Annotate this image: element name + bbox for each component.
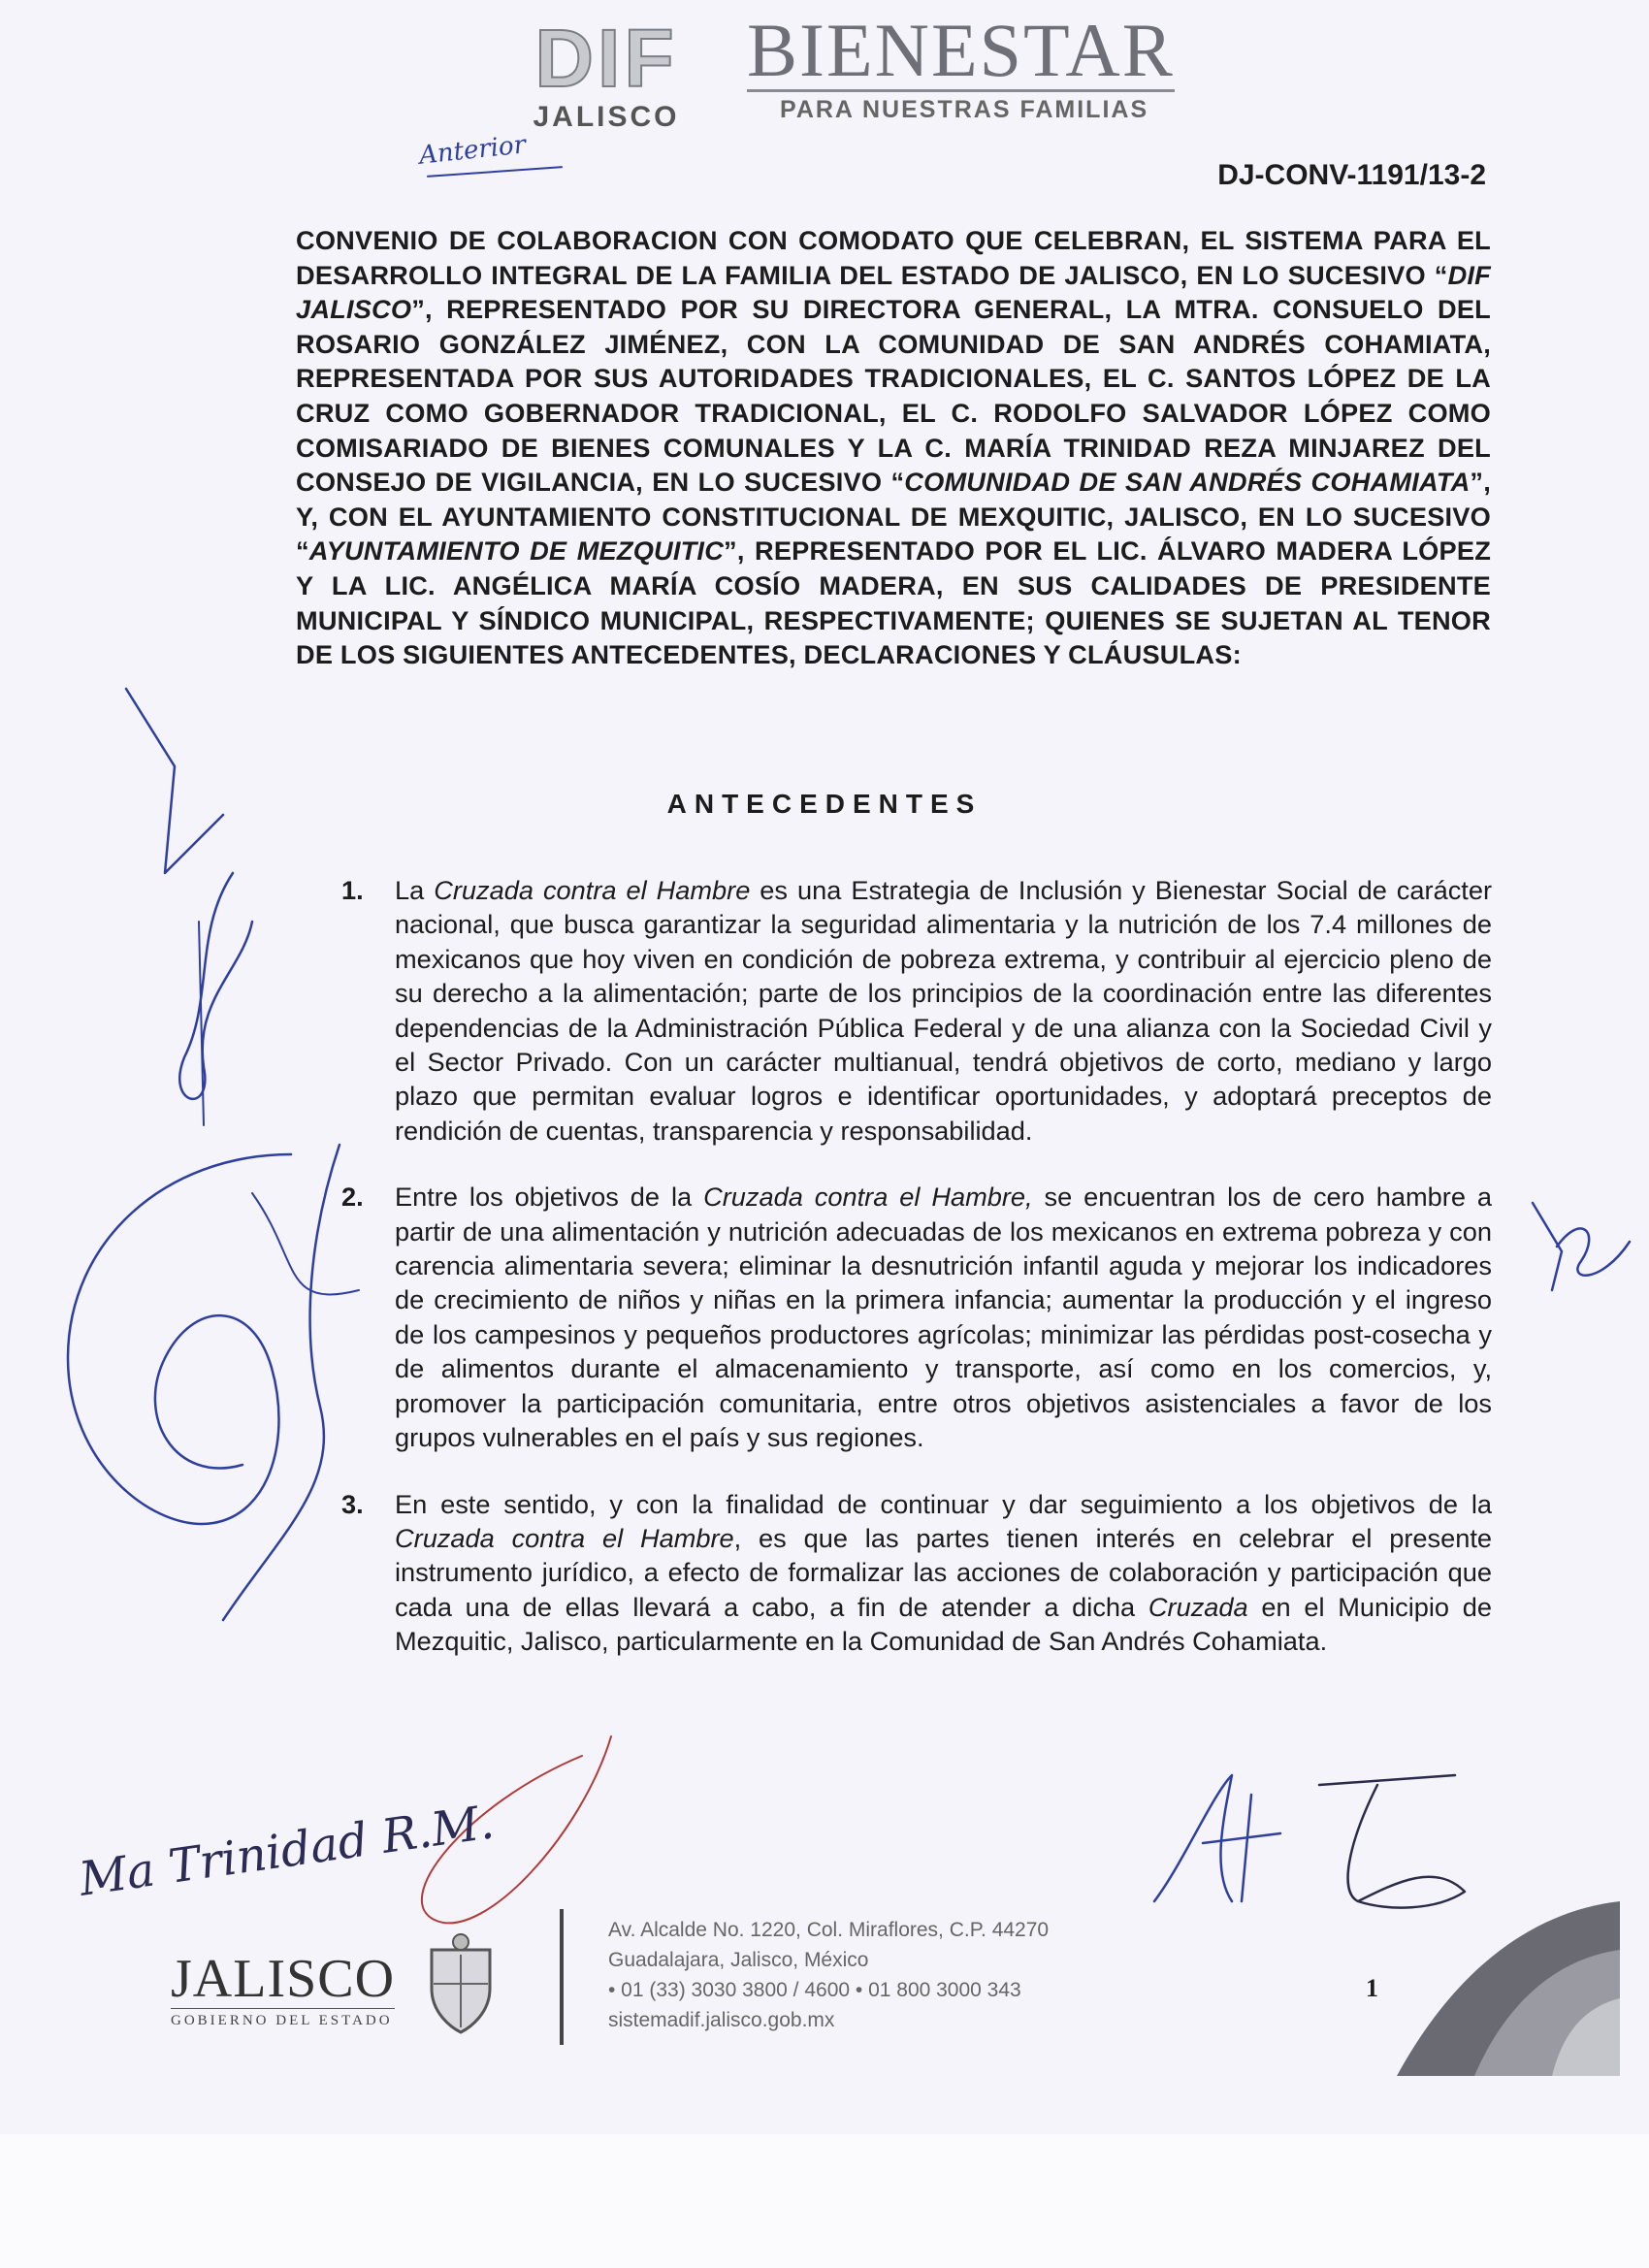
list-item (341, 1180, 1492, 1454)
address-line: Guadalajara, Jalisco, México (608, 1949, 869, 1971)
coat-of-arms-icon (412, 1930, 509, 2037)
item-text: se encuentran los de cero hambre a partir de una alimentación y nutrición adecuadas de los mexicanos en extrema pobreza y con carencia alimentaria severa; eliminar la desnutrición infantil aguda y mejorar los indicadores de crecimiento de niños y niñas en la primera infancia; aumentar la producción y el ingreso de los campesinos y pequeños productores agrícolas; minimizar las pérdidas post-cosecha y de alimentos durante el almacenamiento y transporte, así como en los comercios, y, promover la participación comunitaria, entre otros objetivos asistenciales a favor de los grupos vulnerables en el país y sus regiones. (395, 1182, 1492, 1453)
handwritten-signature-text: Ma Trinidad R.M. (76, 1795, 498, 1907)
item-text: La (395, 875, 435, 905)
jalisco-government-logo (171, 1950, 395, 2029)
scan-margin (0, 2134, 1649, 2268)
item-emphasis: Cruzada contra el Hambre, (703, 1182, 1033, 1213)
address-line: sistemadif.jalisco.gob.mx (608, 2009, 835, 2031)
intro-emphasis-1: DIF JALISCO (296, 259, 1491, 325)
footer-address (608, 1915, 1049, 2035)
item-text: es una Estrategia de Inclusión y Bienestar Social de carácter nacional, que busca garantizar la seguridad alimentaria y la nutrición de los 7.4 millones de mexicanos que hoy viven en condición de pobreza extrema, y contribuir al ejercicio pleno de su derecho a la alimentación; parte de los principios de la coordinación entre las diferentes dependencias de la Administración Pública Federal y de una alianza con la Sociedad Civil y el Sector Privado. Con un carácter multianual, tendrá objetivos de corto, mediano y largo plazo que permitan evaluar logros e identificar oportunidades, y adoptará preceptos de rendición de cuentas, transparencia y responsabilidad. (395, 875, 1493, 1146)
intro-emphasis-2: COMUNIDAD DE SAN ANDRÉS COHAMIATA (904, 467, 1471, 498)
bienestar-title: BIENESTAR (747, 8, 1175, 92)
intro-emphasis-3: AYUNTAMIENTO DE MEZQUITIC (308, 535, 725, 567)
item-text: en el Municipio de Mezquitic, Jalisco, particularmente en la Comunidad de San Andrés Cohamiata. (395, 1591, 1492, 1657)
list-item (341, 1487, 1492, 1659)
address-line: • 01 (33) 3030 3800 / 4600 • 01 800 3000 343 (608, 1979, 1021, 2001)
antecedentes-list (341, 873, 1492, 1691)
item-number: 3. (341, 1488, 364, 1519)
signature-right-initials (1523, 1193, 1639, 1300)
handwritten-note: Anterior (417, 130, 528, 171)
item-number: 1. (341, 875, 364, 905)
item-emphasis: Cruzada (1148, 1591, 1248, 1622)
bienestar-logo (747, 8, 1212, 124)
intro-text-3: ”, Y, CON EL AYUNTAMIENTO CONSTITUCIONAL DE MEXQUITIC, JALISCO, EN LO SUCESIVO “ (296, 467, 1491, 567)
document-code: DJ-CONV-1191/13-2 (1217, 159, 1486, 191)
list-item (341, 873, 1492, 1148)
intro-text-2: ”, REPRESENTADO POR SU DIRECTORA GENERAL, LA MTRA. CONSUELO DEL ROSARIO GONZÁLEZ JIMÉNEZ, CON LA COMUNIDAD DE SAN ANDRÉS COHAMIATA, REPRESENTADA POR SUS AUTORIDADES TRADICIONALES, EL C. SANTOS LÓPEZ DE LA CRUZ COMO GOBERNADOR TRADICIONAL, EL C. RODOLFO SALVADOR LÓPEZ COMO COMISARIADO DE BIENES COMUNALES Y LA C. MARÍA TRINIDAD REZA MINJAREZ DEL CONSEJO DE VIGILANCIA, EN LO SUCESIVO “ (296, 294, 1491, 498)
item-text: , es que las partes tienen interés en celebrar el presente instrumento jurídico, a efecto de formalizar las acciones de colaboración y participación que cada una de ellas llevará a cabo, a fin de atender a dicha (395, 1522, 1492, 1622)
address-line: Av. Alcalde No. 1220, Col. Miraflores, C.P. 44270 (608, 1919, 1050, 1941)
item-emphasis: Cruzada contra el Hambre (395, 1522, 734, 1553)
jalisco-logo-title: JALISCO (171, 1949, 396, 2009)
footer-divider (560, 1909, 564, 2045)
item-text: En este sentido, y con la finalidad de continuar y dar seguimiento a los objetivos de la (395, 1488, 1492, 1519)
signature-left-tall (107, 679, 272, 1145)
signature-large-loop (48, 1116, 398, 1659)
handwritten-underline (427, 166, 563, 178)
section-title: ANTECEDENTES (666, 789, 983, 819)
jalisco-logo-subtitle: GOBIERNO DEL ESTADO (171, 2008, 395, 2029)
intro-text-1: CONVENIO DE COLABORACION CON COMODATO QUE CELEBRAN, EL SISTEMA PARA EL DESARROLLO INTEGRAL DE LA FAMILIA DEL ESTADO DE JALISCO, EN LO SUCESIVO “ (296, 225, 1491, 290)
page-number: 1 (1366, 1974, 1378, 2002)
agreement-intro-paragraph (296, 223, 1491, 672)
dif-jalisco-logo (524, 13, 689, 134)
dif-logo-mark: DIF (534, 13, 678, 104)
decorative-swoosh-icon (1339, 1882, 1620, 2076)
item-emphasis: Cruzada contra el Hambre (434, 875, 751, 905)
item-text: Entre los objetivos de la (395, 1182, 704, 1213)
item-number: 2. (341, 1182, 364, 1213)
dif-logo-subtitle: JALISCO (533, 101, 680, 133)
bienestar-subtitle: PARA NUESTRAS FAMILIAS (780, 96, 1149, 123)
intro-text-4: ”, REPRESENTADO POR EL LIC. ÁLVARO MADERA LÓPEZ Y LA LIC. ANGÉLICA MARÍA COSÍO MADERA, EN SUS CALIDADES DE PRESIDENTE MUNICIPAL Y SÍNDICO MUNICIPAL, RESPECTIVAMENTE; QUIENES SE SUJETAN AL TENOR DE LOS SIGUIENTES ANTECEDENTES, DECLARACIONES Y CLÁUSULAS: (296, 535, 1491, 670)
